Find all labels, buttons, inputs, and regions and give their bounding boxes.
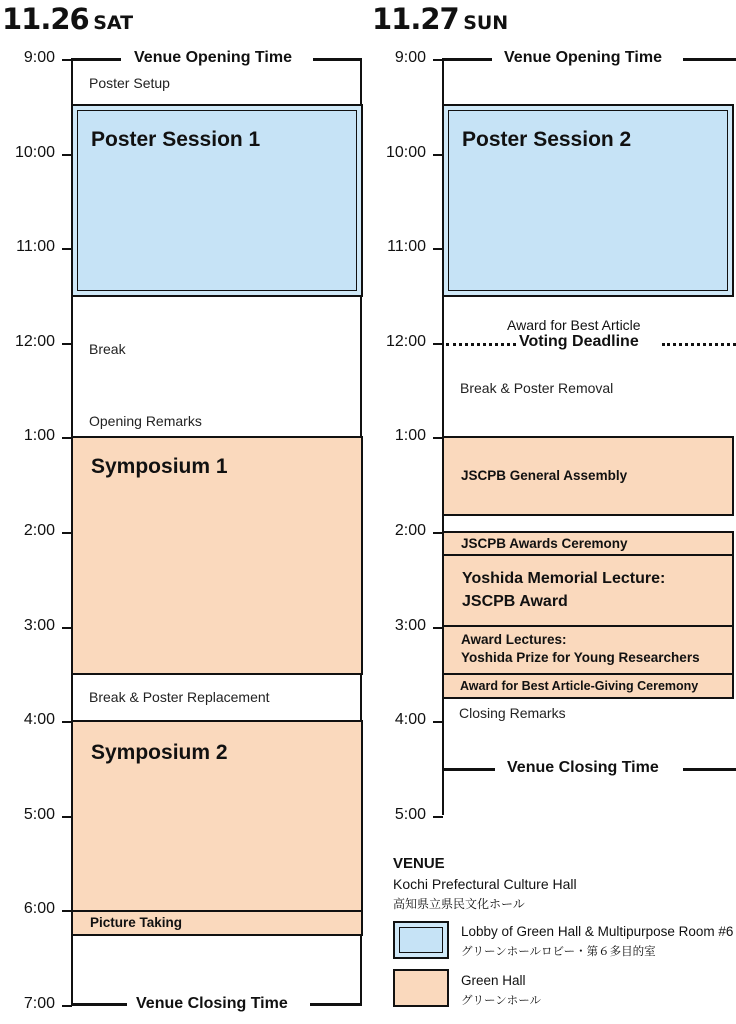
- day2-best-article-ceremony: Award for Best Article-Giving Ceremony: [460, 679, 699, 693]
- legend-blue-swatch: [393, 921, 449, 959]
- legend-peach-swatch: [393, 969, 449, 1007]
- legend-venue-en: Kochi Prefectural Culture Hall: [393, 876, 577, 892]
- day2-awards-ceremony: JSCPB Awards Ceremony: [461, 536, 628, 551]
- day2-voting-line-left: [446, 343, 516, 346]
- day2-closing-remarks: Closing Remarks: [459, 705, 566, 721]
- day2-best-article-ceremony-block: [442, 673, 734, 699]
- day2-tick: [433, 721, 443, 723]
- day2-break-removal: Break & Poster Removal: [460, 380, 614, 396]
- day1-time-label: 7:00: [23, 995, 55, 1012]
- day2-award-lectures-block: [442, 625, 734, 675]
- legend-item2-jp: グリーンホール: [461, 995, 542, 1007]
- day2-yoshida-lecture-line1: Yoshida Memorial Lecture:: [462, 570, 666, 587]
- day1-poster-setup: Poster Setup: [89, 75, 170, 91]
- day2-time-label: 9:00: [394, 49, 426, 66]
- day1-time-label: 12:00: [14, 332, 55, 350]
- day2-poster-session-title: Poster Session 2: [462, 128, 632, 151]
- day1-time-label: 3:00: [23, 616, 55, 634]
- day2-general-assembly: JSCPB General Assembly: [461, 468, 628, 483]
- day1-venue-opening: Venue Opening Time: [126, 49, 300, 67]
- day1-time-label: 2:00: [23, 522, 55, 539]
- day2-header: [372, 2, 508, 36]
- day2-yoshida-lecture-block: [442, 554, 734, 627]
- day1-picture-taking: Picture Taking: [90, 915, 183, 930]
- day1-opening-line-right: [313, 58, 362, 61]
- day2-tick: [433, 343, 443, 345]
- day1-closing-line-left: [71, 1003, 127, 1006]
- day2-time-label: 5:00: [394, 805, 426, 823]
- day1-closing-line-right: [310, 1003, 362, 1006]
- day2-closing-line-right: [683, 768, 736, 771]
- day2-award-lectures-line2: Yoshida Prize for Young Researchers: [461, 650, 700, 665]
- day2-opening-line-right: [683, 58, 736, 61]
- day1-opening-line-left: [71, 58, 121, 61]
- day2-award-best-article: Award for Best Article: [507, 317, 641, 333]
- day1-time-label: 10:00: [14, 143, 55, 161]
- day1-tick: [62, 343, 72, 345]
- legend-heading: VENUE: [393, 855, 445, 872]
- day1-symposium2-title: Symposium 2: [91, 741, 228, 764]
- legend-item2-en: Green Hall: [461, 973, 526, 988]
- day2-award-lectures-line1: Award Lectures:: [461, 632, 567, 647]
- day2-closing-line-left: [442, 768, 495, 771]
- day2-voting-deadline: Voting Deadline: [519, 333, 639, 350]
- day1-weekday: SAT: [93, 12, 134, 34]
- day2-time-label: 2:00: [394, 522, 426, 539]
- day2-voting-line-right: [662, 343, 736, 346]
- day2-tick: [433, 816, 443, 818]
- day2-time-label: 11:00: [387, 238, 426, 256]
- day1-time-label: 5:00: [23, 805, 55, 823]
- day2-yoshida-lecture-line2: JSCPB Award: [462, 593, 568, 610]
- day1-break: Break: [89, 341, 126, 357]
- day1-venue-closing: Venue Closing Time: [128, 995, 296, 1013]
- day1-poster-session-block: [71, 104, 363, 297]
- day2-venue-opening: Venue Opening Time: [496, 49, 670, 67]
- day2-time-label: 10:00: [385, 143, 426, 161]
- day2-time-label: 4:00: [394, 711, 426, 729]
- day1-date: 11.26: [2, 2, 89, 36]
- day2-weekday: SUN: [463, 12, 509, 34]
- legend-item1-jp: グリーンホールロビー・第６多目的室: [461, 946, 656, 958]
- day1-time-label: 11:00: [16, 238, 55, 256]
- day1-time-label: 9:00: [23, 49, 55, 66]
- legend-venue-jp: 高知県立県民文化ホール: [393, 897, 525, 911]
- day1-header: [2, 2, 133, 36]
- day2-poster-session-block: [442, 104, 734, 297]
- day2-time-label: 3:00: [394, 616, 426, 634]
- day2-awards-ceremony-block: [442, 531, 734, 556]
- day2-time-label: 12:00: [385, 332, 426, 350]
- day1-picture-taking-block: [71, 910, 363, 936]
- legend-item1-en: Lobby of Green Hall & Multipurpose Room #6: [461, 924, 734, 939]
- day2-opening-line-left: [442, 58, 492, 61]
- day2-date: 11.27: [372, 2, 459, 36]
- day1-poster-session-title: Poster Session 1: [91, 128, 261, 151]
- day1-time-label: 4:00: [23, 711, 55, 729]
- day1-break-replacement: Break & Poster Replacement: [89, 689, 270, 705]
- day2-time-label: 1:00: [394, 427, 426, 445]
- day1-opening-remarks: Opening Remarks: [89, 413, 202, 429]
- day2-general-assembly-block: [442, 436, 734, 516]
- day1-symposium1-title: Symposium 1: [91, 455, 228, 478]
- day2-venue-closing: Venue Closing Time: [499, 759, 667, 777]
- day1-time-label: 1:00: [23, 427, 55, 445]
- day1-symposium1-block: [71, 436, 363, 675]
- day1-time-label: 6:00: [23, 900, 55, 918]
- day1-symposium2-block: [71, 720, 363, 912]
